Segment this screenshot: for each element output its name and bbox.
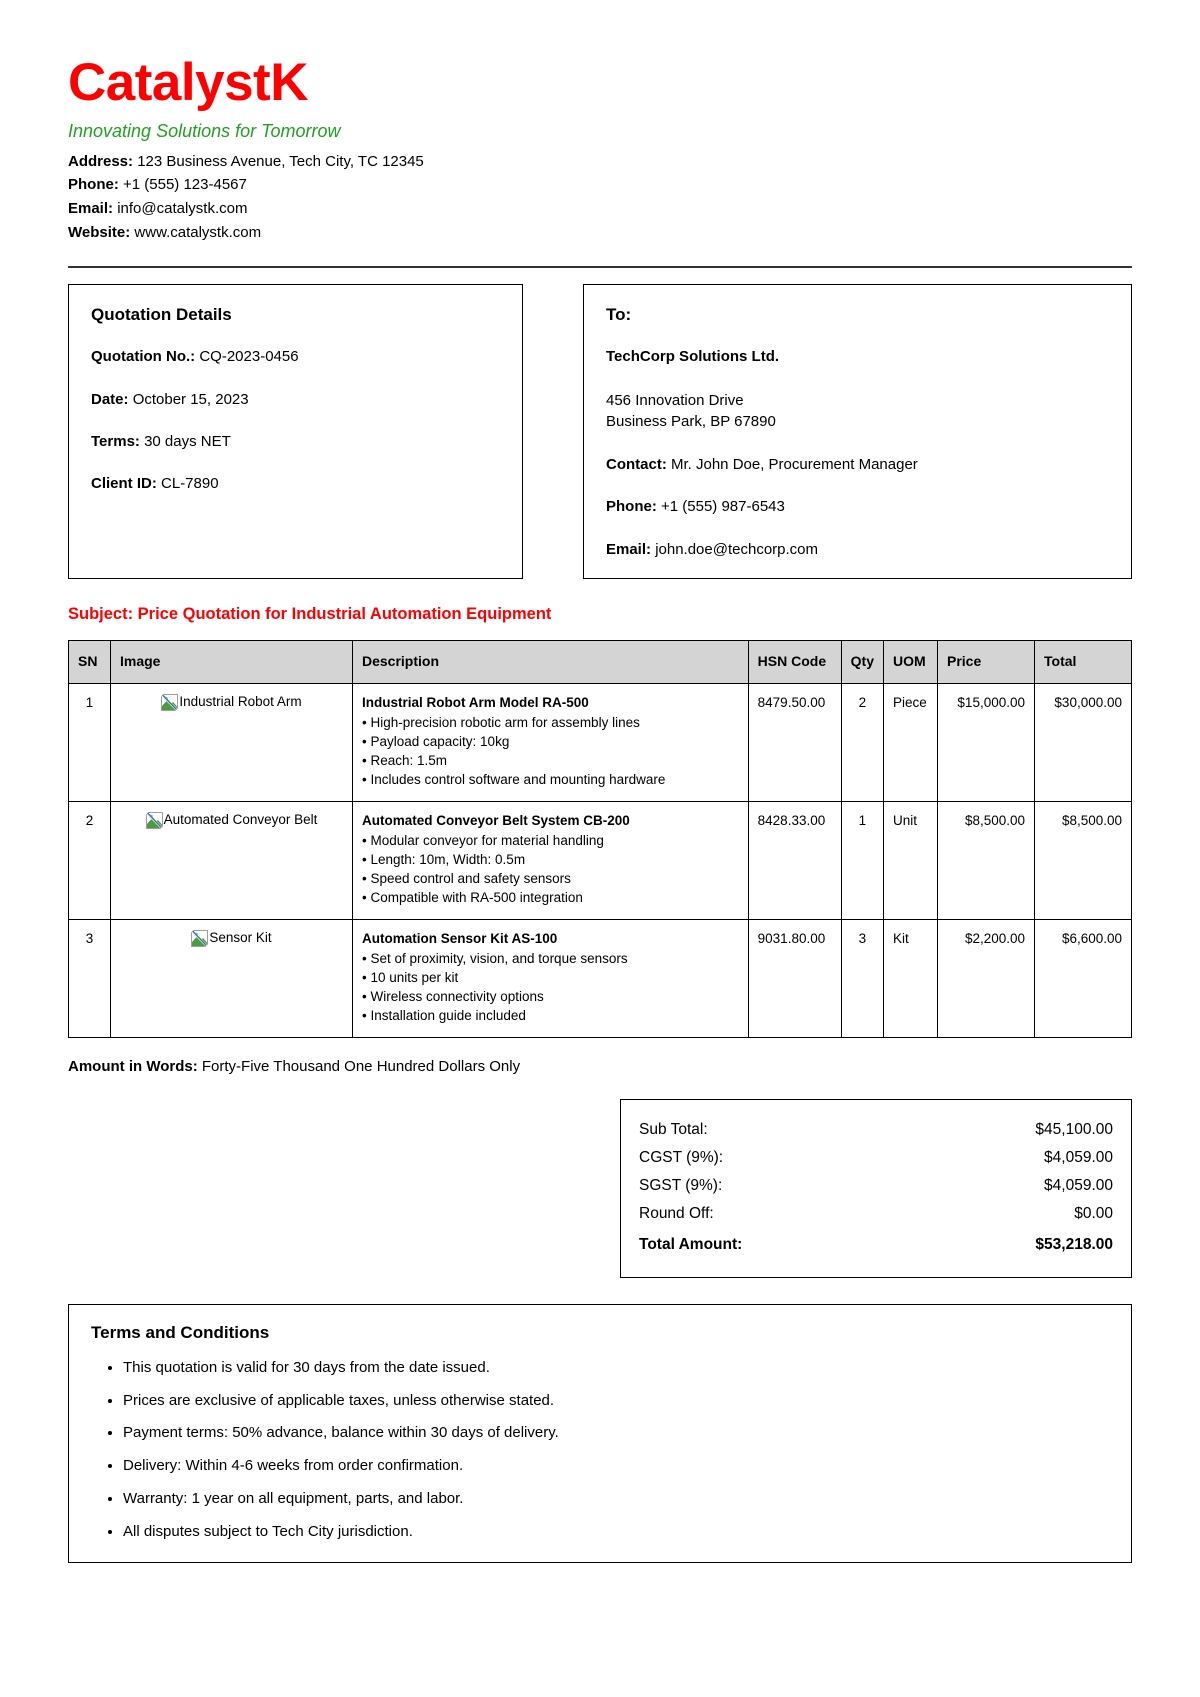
cell-image	[111, 919, 353, 1037]
company-tagline: Innovating Solutions for Tomorrow	[68, 120, 341, 141]
header-divider	[68, 266, 1132, 268]
company-website-value: www.catalystk.com	[134, 223, 262, 241]
company-phone	[68, 173, 1132, 197]
table-row	[69, 801, 1132, 919]
item-feature: • Wireless connectivity options	[362, 987, 739, 1006]
cell-uom: Piece	[884, 683, 938, 801]
cell-total: $8,500.00	[1035, 801, 1132, 919]
client-phone-row	[606, 497, 1109, 517]
company-website	[68, 221, 1132, 245]
cell-uom: Kit	[884, 919, 938, 1037]
client-address	[606, 390, 1109, 434]
cgst-label: CGST (9%):	[639, 1148, 724, 1166]
client-phone-value: +1 (555) 987-6543	[661, 498, 785, 516]
item-title: Automated Conveyor Belt System CB-200	[362, 812, 630, 828]
client-email-row	[606, 540, 1109, 560]
cell-qty: 1	[841, 801, 883, 919]
client-company-name	[606, 347, 1109, 367]
totals-section	[68, 1099, 1132, 1278]
terms-list-item: • Delivery: Within 4-6 weeks from order confirmation.	[123, 1455, 1109, 1477]
client-id-value: CL-7890	[161, 475, 219, 493]
bill-to-title: To:	[606, 305, 632, 325]
cell-sn: 2	[69, 801, 111, 919]
item-feature: • Speed control and safety sensors	[362, 869, 739, 888]
item-title: Automation Sensor Kit AS-100	[362, 930, 558, 946]
client-email-label: Email:	[606, 540, 652, 558]
terms-and-conditions-box	[68, 1304, 1132, 1564]
cell-uom: Unit	[884, 801, 938, 919]
terms-list-item: • Prices are exclusive of applicable taxes, unless otherwise stated.	[123, 1390, 1109, 1412]
item-feature: • Length: 10m, Width: 0.5m	[362, 850, 739, 869]
company-email	[68, 197, 1132, 221]
quotation-date-label: Date:	[91, 390, 129, 408]
cell-description	[353, 919, 749, 1037]
cell-total: $6,600.00	[1035, 919, 1132, 1037]
item-feature: • Installation guide included	[362, 1006, 739, 1025]
item-feature: • 10 units per kit	[362, 968, 739, 987]
cell-image	[111, 683, 353, 801]
column-header-description: Description	[353, 640, 749, 683]
table-row	[69, 683, 1132, 801]
cell-hsn-code: 8479.50.00	[748, 683, 841, 801]
broken-image-placeholder	[146, 811, 318, 829]
item-feature: • Payload capacity: 10kg	[362, 732, 739, 751]
client-contact-value: Mr. John Doe, Procurement Manager	[671, 456, 918, 474]
terms-list-item: • Payment terms: 50% advance, balance within 30 days of delivery.	[123, 1422, 1109, 1444]
client-phone-label: Phone:	[606, 498, 657, 516]
quotation-terms-label: Terms:	[91, 432, 140, 450]
info-boxes-row	[68, 284, 1132, 579]
quotation-number-label: Quotation No.:	[91, 348, 196, 366]
subject-line: Subject: Price Quotation for Industrial Automation Equipment	[68, 604, 552, 623]
item-feature-list	[362, 949, 739, 1026]
image-alt-text: Industrial Robot Arm	[179, 693, 302, 709]
sgst-value: $4,059.00	[1044, 1176, 1113, 1194]
total-amount-value: $53,218.00	[1035, 1235, 1113, 1253]
total-amount-label: Total Amount:	[639, 1235, 743, 1253]
table-row	[69, 919, 1132, 1037]
sub-total-row	[639, 1116, 1113, 1144]
item-title: Industrial Robot Arm Model RA-500	[362, 694, 589, 710]
broken-image-icon	[161, 694, 178, 711]
terms-list-item: • This quotation is valid for 30 days from the date issued.	[123, 1357, 1109, 1379]
company-logo-text: CatalystK	[68, 53, 308, 112]
items-table-header-row	[69, 640, 1132, 683]
totals-box	[620, 1099, 1132, 1278]
terms-list	[91, 1357, 1109, 1543]
cell-description	[353, 801, 749, 919]
column-header-sn: SN	[69, 640, 111, 683]
company-address	[68, 150, 1132, 174]
company-website-label: Website:	[68, 223, 131, 241]
client-id-label: Client ID:	[91, 475, 157, 493]
sub-total-value: $45,100.00	[1035, 1120, 1113, 1138]
quotation-number-value: CQ-2023-0456	[199, 348, 299, 366]
cell-description	[353, 683, 749, 801]
sgst-row	[639, 1172, 1113, 1200]
round-off-label: Round Off:	[639, 1204, 714, 1222]
company-header	[68, 55, 1132, 244]
terms-title: Terms and Conditions	[91, 1322, 270, 1342]
company-phone-label: Phone:	[68, 176, 119, 194]
total-amount-row	[639, 1228, 1113, 1259]
bill-to-box	[583, 284, 1132, 579]
cell-sn: 3	[69, 919, 111, 1037]
item-feature-list	[362, 831, 739, 908]
quotation-number-row	[91, 347, 500, 367]
cell-image	[111, 801, 353, 919]
company-email-label: Email:	[68, 200, 114, 218]
quotation-details-title: Quotation Details	[91, 305, 232, 325]
terms-list-item: • All disputes subject to Tech City jurisdiction.	[123, 1521, 1109, 1543]
items-table	[68, 640, 1132, 1038]
image-alt-text: Automated Conveyor Belt	[163, 811, 318, 827]
cell-qty: 3	[841, 919, 883, 1037]
item-feature: • Includes control software and mounting hardware	[362, 770, 739, 789]
amount-in-words	[68, 1058, 1132, 1075]
company-email-value: info@catalystk.com	[117, 200, 248, 218]
client-contact-row	[606, 455, 1109, 475]
items-table-head	[69, 640, 1132, 683]
column-header-price: Price	[938, 640, 1035, 683]
column-header-qty: Qty	[841, 640, 883, 683]
company-address-value: 123 Business Avenue, Tech City, TC 12345	[137, 152, 424, 170]
item-feature: • High-precision robotic arm for assembly lines	[362, 713, 739, 732]
quotation-terms-row	[91, 432, 500, 452]
cell-qty: 2	[841, 683, 883, 801]
company-phone-value: +1 (555) 123-4567	[123, 176, 247, 194]
cgst-value: $4,059.00	[1044, 1148, 1113, 1166]
quotation-date-row	[91, 390, 500, 410]
sub-total-label: Sub Total:	[639, 1120, 708, 1138]
client-company-name-text: TechCorp Solutions Ltd.	[606, 348, 780, 366]
cell-price: $2,200.00	[938, 919, 1035, 1037]
column-header-hsn-code: HSN Code	[748, 640, 841, 683]
client-contact-label: Contact:	[606, 456, 667, 474]
company-address-label: Address:	[68, 152, 134, 170]
cell-price: $15,000.00	[938, 683, 1035, 801]
broken-image-placeholder	[161, 693, 301, 711]
items-table-body	[69, 683, 1132, 1037]
item-feature: • Reach: 1.5m	[362, 751, 739, 770]
terms-list-item: • Warranty: 1 year on all equipment, parts, and labor.	[123, 1488, 1109, 1510]
quotation-date-value: October 15, 2023	[132, 390, 249, 408]
cell-hsn-code: 8428.33.00	[748, 801, 841, 919]
cell-hsn-code: 9031.80.00	[748, 919, 841, 1037]
item-feature: • Compatible with RA-500 integration	[362, 888, 739, 907]
amount-in-words-value: Forty-Five Thousand One Hundred Dollars Only	[201, 1057, 521, 1075]
amount-in-words-label: Amount in Words:	[68, 1057, 198, 1075]
client-email-value: john.doe@techcorp.com	[655, 540, 819, 558]
cell-sn: 1	[69, 683, 111, 801]
column-header-total: Total	[1035, 640, 1132, 683]
quotation-details-box	[68, 284, 523, 579]
image-alt-text: Sensor Kit	[209, 929, 272, 945]
client-address-line2: Business Park, BP 67890	[606, 413, 776, 431]
client-address-line1: 456 Innovation Drive	[606, 391, 744, 409]
cell-total: $30,000.00	[1035, 683, 1132, 801]
broken-image-icon	[191, 930, 208, 947]
round-off-row	[639, 1200, 1113, 1228]
column-header-uom: UOM	[884, 640, 938, 683]
round-off-value: $0.00	[1074, 1204, 1113, 1222]
item-feature: • Modular conveyor for material handling	[362, 831, 739, 850]
item-feature: • Set of proximity, vision, and torque sensors	[362, 949, 739, 968]
quotation-terms-value: 30 days NET	[144, 432, 231, 450]
item-feature-list	[362, 713, 739, 790]
broken-image-placeholder	[191, 929, 271, 947]
cell-price: $8,500.00	[938, 801, 1035, 919]
broken-image-icon	[146, 812, 163, 829]
cgst-row	[639, 1144, 1113, 1172]
client-id-row	[91, 474, 500, 494]
sgst-label: SGST (9%):	[639, 1176, 723, 1194]
column-header-image: Image	[111, 640, 353, 683]
